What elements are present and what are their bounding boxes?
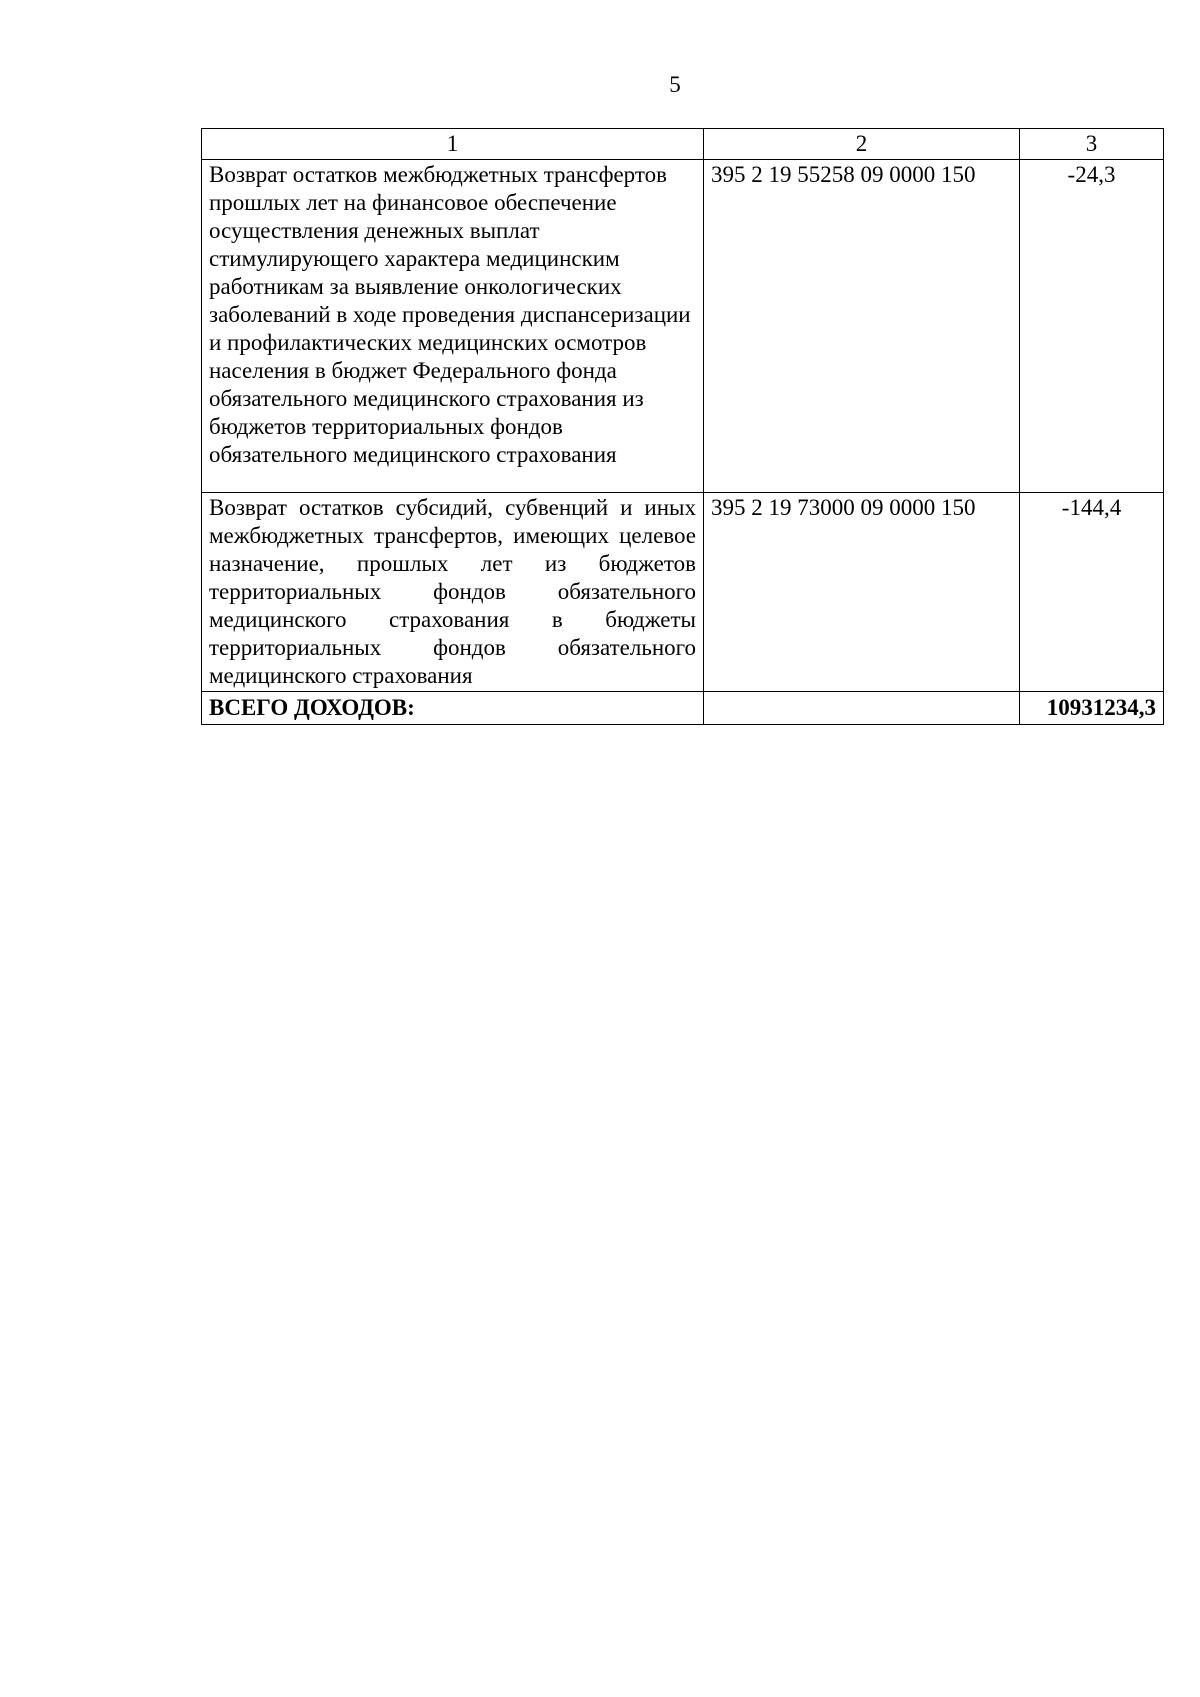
row-description: Возврат остатков межбюджетных трансфертов прошлых лет на финансовое обеспечение осуществления денежных выплат стимулирующего характера медицинским работникам за выявление онкологических заболеваний в ходе проведения диспансеризации и профилактических медицинских осмотров населения в бюджет Федерального фонда обязательного медицинского страхования из бюджетов территориальных фондов обязательного медицинского страхования xyxy=(202,160,704,493)
row-amount: -144,4 xyxy=(1020,493,1164,692)
total-code xyxy=(704,692,1020,725)
row-code: 395 2 19 73000 09 0000 150 xyxy=(704,493,1020,692)
row-code: 395 2 19 55258 09 0000 150 xyxy=(704,160,1020,493)
page-number: 5 xyxy=(669,72,681,97)
table-row xyxy=(202,160,1164,493)
table-row xyxy=(202,493,1164,692)
column-header-1: 1 xyxy=(202,129,704,160)
column-header-2: 2 xyxy=(704,129,1020,160)
revenue-table xyxy=(201,128,1164,725)
total-amount: 10931234,3 xyxy=(1020,692,1164,725)
total-label: ВСЕГО ДОХОДОВ: xyxy=(202,692,704,725)
row-description: Возврат остатков субсидий, субвенций и иных межбюджетных трансфертов, имеющих целевое назначение, прошлых лет из бюджетов территориальных фондов обязательного медицинского страхования в бюджеты территориальных фондов обязательного медицинского страхования xyxy=(202,493,704,692)
column-header-3: 3 xyxy=(1020,129,1164,160)
total-row xyxy=(202,692,1164,725)
row-amount: -24,3 xyxy=(1020,160,1164,493)
table-header-row xyxy=(202,129,1164,160)
